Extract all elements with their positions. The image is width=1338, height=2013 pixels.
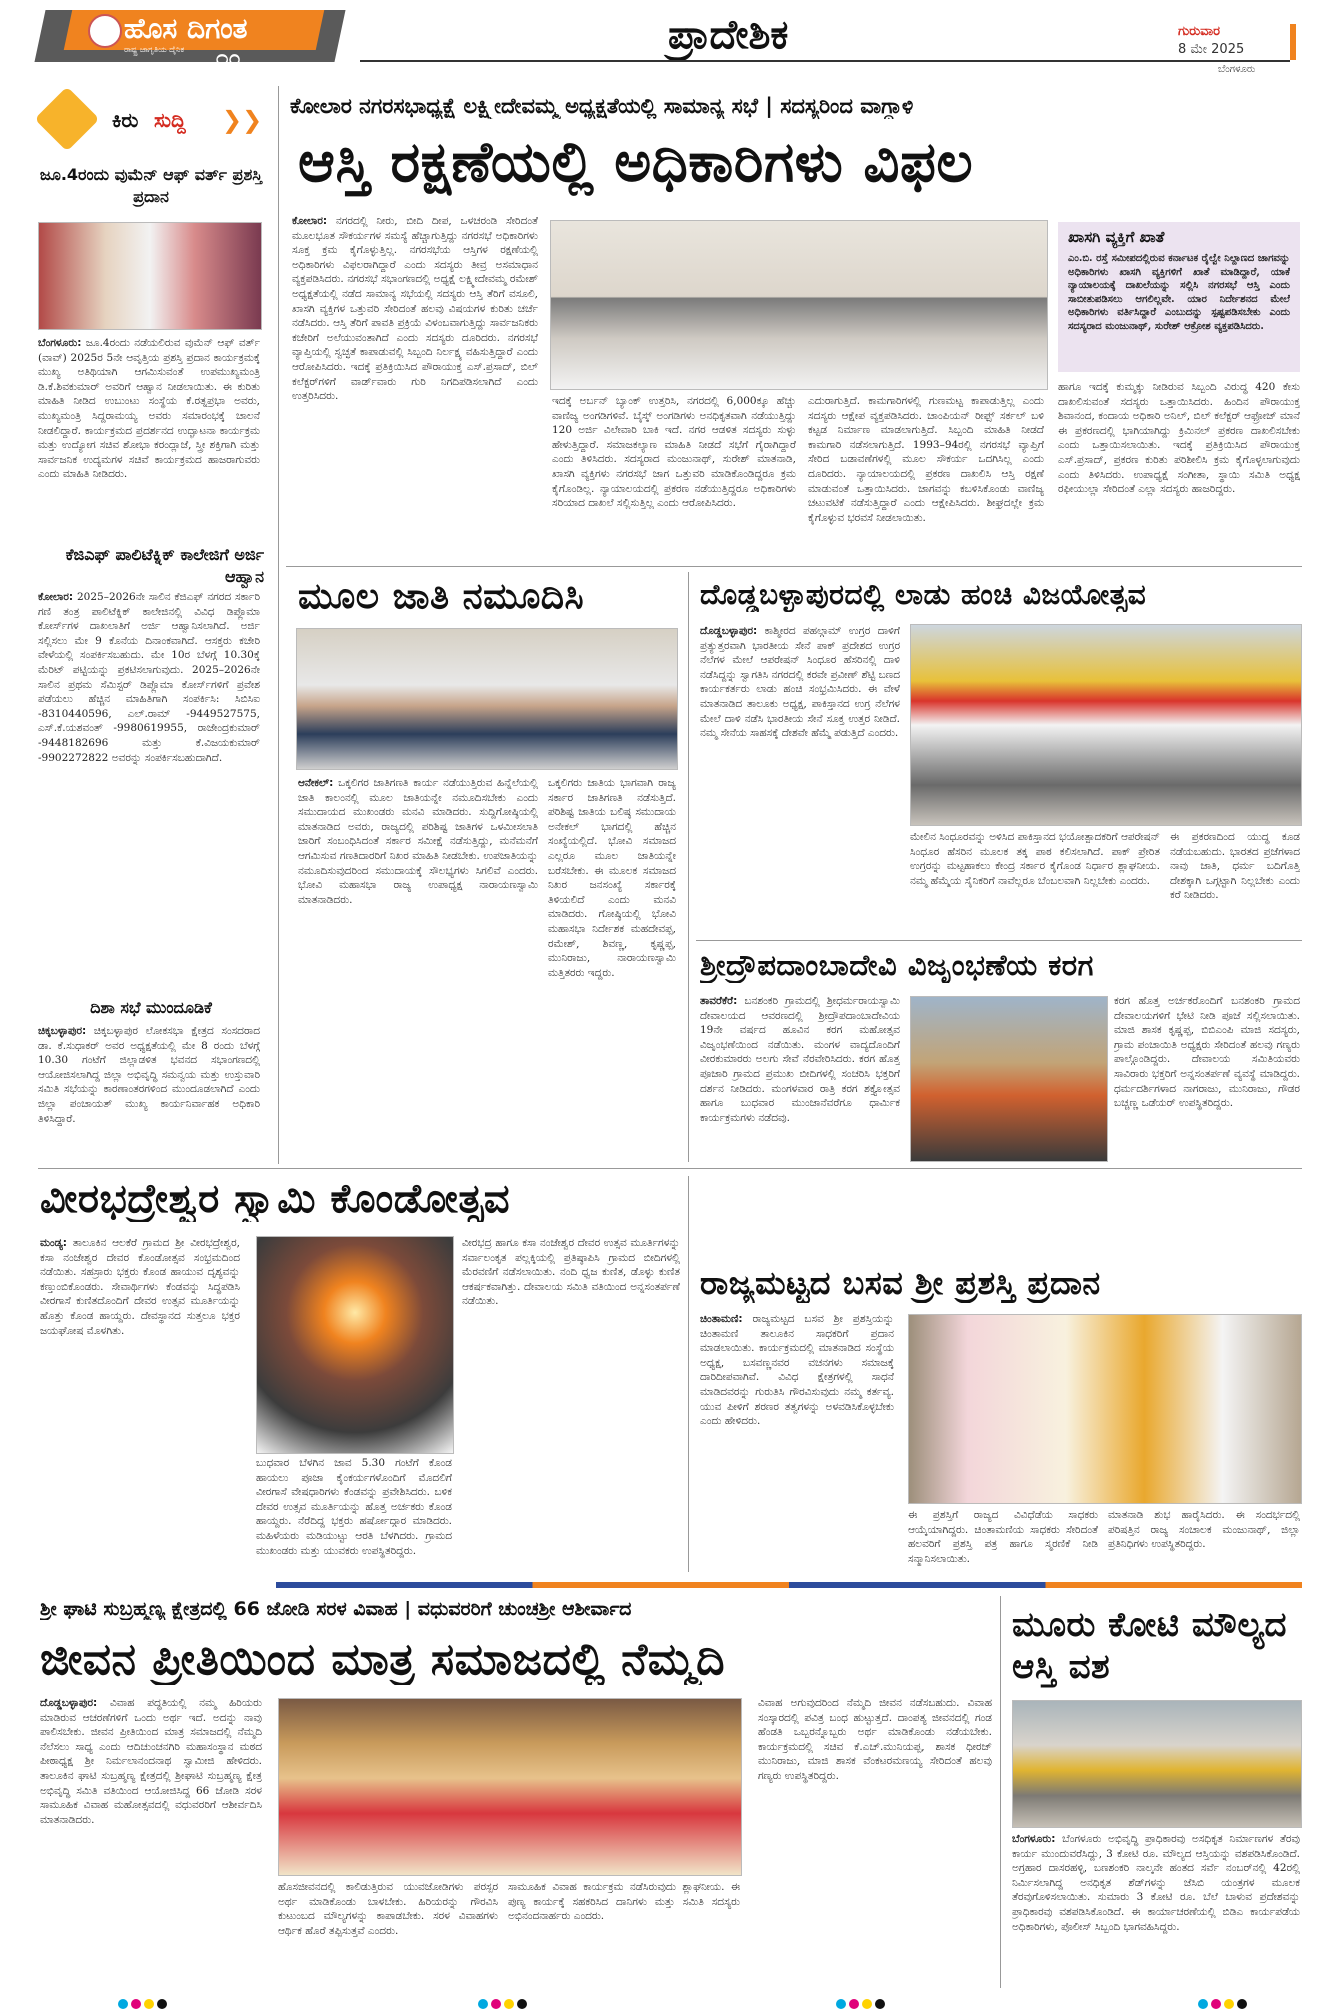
registration-marks-right xyxy=(836,1994,888,2013)
brief-photo-1 xyxy=(38,222,262,330)
masthead-date: 8 ಮೇ 2025 xyxy=(1178,42,1245,57)
marriage-divider xyxy=(1000,1596,1001,1988)
caste-headline: ಮೂಲ ಜಾತಿ ನಮೂದಿಸಿ xyxy=(298,576,585,617)
logo-text: ಹೊಸ ದಿಗಂತ xyxy=(124,12,248,45)
brief-place-1: ಬೆಂಗಳೂರು: xyxy=(38,337,82,349)
color-strip xyxy=(276,1582,1302,1588)
marriage-col-1 xyxy=(40,1696,262,1988)
marriage-photo xyxy=(278,1698,742,1876)
marriage-place: ದೊಡ್ಡಬಳ್ಳಾಪುರ: xyxy=(40,1697,98,1709)
registration-marks-center xyxy=(478,1994,530,2013)
masthead-city: ಬೆಂಗಳೂರು xyxy=(1218,64,1256,75)
lead-headline: ಆಸ್ತಿ ರಕ್ಷಣೆಯಲ್ಲಿ ಅಧಿಕಾರಿಗಳು ವಿಫಲ xyxy=(298,130,974,195)
lead-col-3: ಎದುರಾಗುತ್ತಿದೆ. ಕಾಮಗಾರಿಗಳಲ್ಲಿ ಗುಣಮಟ್ಟ ಕಾಪಾಡುತ್ತಿಲ್ಲ ಎಂದು ಸದಸ್ಯರು ಆಕ್ಷೇಪ ವ್ಯಕ್ತಪಡಿಸಿದರು. ಚಾಂಪಿಯನ್ ರೀಫ್ಸ್ ಸರ್ಕಲ್ ಬಳಿ ಕಟ್ಟಡ ನಿರ್ಮಾಣ ಮಾಡಲಾಗುತ್ತಿದೆ. ಸಿಬ್ಬಂದಿ ಮಾಹಿತಿ ನೀಡದೆ ಕಾಮಗಾರಿ ನಡೆಸಲಾಗುತ್ತಿದೆ. 1993–94ರಲ್ಲಿ ನಗರಸಭೆ ವ್ಯಾಪ್ತಿಗೆ ಸೇರಿದ ಬಡಾವಣೆಗಳಲ್ಲಿ ಮೂಲ ಸೌಕರ್ಯ ಒದಗಿಸಿಲ್ಲ ಎಂದು ದೂರಿದರು. ನ್ಯಾಯಾಲಯದಲ್ಲಿ ಪ್ರಕರಣ ದಾಖಲಿಸಿ ಆಸ್ತಿ ರಕ್ಷಣೆ ಮಾಡುವಂತೆ ಒತ್ತಾಯಿಸಿದರು. ಜಾಗವನ್ನು ಕಬಳಿಸಿಕೊಂಡು ವಾಣಿಜ್ಯ ಚಟುವಟಿಕೆ ನಡೆಸುತ್ತಿದ್ದಾರೆ ಎಂದು ಆಕ್ಷೇಪಿಸಿದರು. ಶೀಘ್ರದಲ್ಲೇ ಕ್ರಮ ಕೈಗೊಳ್ಳುವ ಭರವಸೆ ನೀಡಲಾಯಿತು. xyxy=(808,395,1044,524)
calendar-strip-icon xyxy=(1290,24,1296,60)
karaga-col-1-text: ಬನಶಂಕರಿ ಗ್ರಾಮದಲ್ಲಿ ಶ್ರೀಧರ್ಮರಾಯಸ್ವಾಮಿ ದೇವಾಲಯದ ಆವರಣದಲ್ಲಿ ಶ್ರೀದ್ರೌಪದಾಂಬಾದೇವಿಯ 19ನೇ ವರ್ಷದ ಹೂವಿನ ಕರಗ ಮಹೋತ್ಸವ ವಿಜೃಂಭಣೆಯಿಂದ ನಡೆಯಿತು. ಮಂಗಳ ವಾದ್ಯದೊಂದಿಗೆ ವೀರಕುಮಾರರು ಅಲಗು ಸೇವೆ ನೆರವೇರಿಸಿದರು. ಕರಗ ಹೊತ್ತ ಪೂಜಾರಿ ಗ್ರಾಮದ ಪ್ರಮುಖ ಬೀದಿಗಳಲ್ಲಿ ಸಂಚರಿಸಿ ಭಕ್ತರಿಗೆ ದರ್ಶನ ನೀಡಿದರು. ಮಂಗಳವಾರ ರಾತ್ರಿ ಕರಗ ಶಕ್ತ್ಯೋತ್ಸವ ಹಾಗೂ ಬುಧವಾರ ಮುಂಜಾನೆವರೆಗೂ ಧಾರ್ಮಿಕ ಕಾರ್ಯಕ್ರಮಗಳು ನಡೆದವು. xyxy=(700,995,900,1124)
property-headline: ಮೂರು ಕೋಟಿ ಮೌಲ್ಯದ ಆಸ್ತಿ ವಶ xyxy=(1012,1605,1288,1687)
caste-col-1-text: ಒಕ್ಕಲಿಗರ ಜಾತಿಗಣತಿ ಕಾರ್ಯ ನಡೆಯುತ್ತಿರುವ ಹಿನ್ನೆಲೆಯಲ್ಲಿ ಜಾತಿ ಕಾಲಂನಲ್ಲಿ ಮೂಲ ಜಾತಿಯನ್ನೇ ನಮೂದಿಸಬೇಕು ಎಂದು ಸಮುದಾಯದ ಮುಖಂಡರು ಮನವಿ ಮಾಡಿದರು. ಸುದ್ದಿಗೋಷ್ಠಿಯಲ್ಲಿ ಮಾತನಾಡಿದ ಅವರು, ರಾಜ್ಯದಲ್ಲಿ ಪರಿಶಿಷ್ಟ ಜಾತಿಗಳ ಒಳಮೀಸಲಾತಿ ಜಾರಿಗೆ ಸಂಬಂಧಿಸಿದಂತೆ ಸರ್ಕಾರ ಸಮೀಕ್ಷೆ ನಡೆಸುತ್ತಿದ್ದು, ಮನೆಮನೆಗೆ ಆಗಮಿಸುವ ಗಣತಿದಾರರಿಗೆ ನಿಖರ ಮಾಹಿತಿ ನೀಡಬೇಕು. ಉಪಜಾತಿಯನ್ನು ನಮೂದಿಸುವುದರಿಂದ ಸಮುದಾಯಕ್ಕೆ ಸೌಲಭ್ಯಗಳು ಸಿಗಲಿವೆ ಎಂದರು. ಭೋವಿ ಮಹಾಸಭಾ ರಾಜ್ಯ ಉಪಾಧ್ಯಕ್ಷ ನಾರಾಯಣಸ್ವಾಮಿ ಮಾತನಾಡಿದರು. xyxy=(298,777,538,906)
brief-headline-1: ಜೂ.4ರಂದು ವುಮೆನ್ ಆಫ್ ವರ್ತ್ ಪ್ರಶಸ್ತಿ ಪ್ರದಾನ xyxy=(39,165,263,206)
property-photo xyxy=(1012,1700,1302,1828)
brief-text-1: ಜೂ.4ರಂದು ನಡೆಯಲಿರುವ ವುಮೆನ್ ಆಫ್ ವರ್ತ್ (ವಾವ್) 2025ರ 5ನೇ ಆವೃತ್ತಿಯ ಪ್ರಶಸ್ತಿ ಪ್ರದಾನ ಕಾರ್ಯಕ್ರಮಕ್ಕೆ ಮುಖ್ಯ ಅತಿಥಿಯಾಗಿ ಆಗಮಿಸುವಂತೆ ಉಪಮುಖ್ಯಮಂತ್ರಿ ಡಿ.ಕೆ.ಶಿವಕುಮಾರ್ ಅವರಿಗೆ ಆಹ್ವಾನ ನೀಡಲಾಯಿತು. ಈ ಕುರಿತು ಮಾಹಿತಿ ನೀಡಿದ ಉಬುಂಟು ಸಂಸ್ಥೆಯ ಕೆ.ರತ್ನಪ್ರಭಾ ಅವರು, ಮುಖ್ಯಮಂತ್ರಿ ಸಿದ್ದರಾಮಯ್ಯ ಅವರು ಸಮಾರಂಭಕ್ಕೆ ಚಾಲನೆ ನೀಡಲಿದ್ದಾರೆ. ಕಾರ್ಯಕ್ರಮದ ಪ್ರದರ್ಶನದ ಉದ್ಘಾಟನಾ ಕಾರ್ಯಕ್ರಮ ಮತ್ತು ಉದ್ಯೋಗ ಸಚಿವ ಶೋಭಾ ಕರಂದ್ಲಾಜೆ, ಸ್ತ್ರೀ ಶಕ್ತಿಗಾಗಿ ಮತ್ತು ಸಾರ್ವಜನಿಕ ಉದ್ಯಮಗಳ ಸಚಿವೆ ಕಾರ್ಯಕ್ರಮದ ಹಾಜರಾಗುವರು ಎಂದು ಮಾಹಿತಿ ನೀಡಿದರು. xyxy=(38,337,260,481)
basava-col-1 xyxy=(700,1312,894,1572)
brief-column xyxy=(38,86,268,1166)
marriage-col-3: ಸಾಮೂಹಿಕ ವಿವಾಹ ಕಾರ್ಯಕ್ರಮ ನಡೆಸಿರುವುದು ಶ್ಲಾಘನೀಯ. ಈ ಪುಣ್ಯ ಕಾರ್ಯಕ್ಕೆ ಸಹಕರಿಸಿದ ದಾನಿಗಳು ಮತ್ತು ಸಮಿತಿ ಸದಸ್ಯರು ಅಭಿನಂದನಾರ್ಹರು ಎಂದರು. xyxy=(508,1881,740,1923)
laddu-col-1 xyxy=(700,624,900,936)
basava-col-2: ಈ ಪ್ರಶಸ್ತಿಗೆ ರಾಜ್ಯದ ವಿವಿಧೆಡೆಯ ಸಾಧಕರು ಆಯ್ಕೆಯಾಗಿದ್ದರು. ಚಿಂತಾಮಣಿಯ ಸಾಧಕರು ಸೇರಿದಂತೆ ಹಲವರಿಗೆ ಪ್ರಶಸ್ತಿ ಪತ್ರ ಹಾಗೂ ಸ್ಮರಣಿಕೆ ನೀಡಿ ಸನ್ಮಾನಿಸಲಾಯಿತು. xyxy=(908,1509,1098,1565)
page-number: ೧೦ xyxy=(216,46,241,71)
caste-divider xyxy=(688,572,689,1162)
logo-tagline: ರಾಷ್ಟ್ರ ಜಾಗೃತಿಯ ದೈನಿಕ xyxy=(124,45,185,54)
lead-place: ಕೋಲಾರ: xyxy=(292,215,328,227)
lead-bottom-rule xyxy=(286,566,1302,567)
property-place: ಬೆಂಗಳೂರು: xyxy=(1012,1833,1056,1845)
laddu-place: ದೊಡ್ಡಬಳ್ಳಾಪುರ: xyxy=(700,625,758,637)
veerabhadra-col-1 xyxy=(40,1236,240,1572)
lead-kicker: ಕೋಲಾರ ನಗರಸಭಾಧ್ಯಕ್ಷೆ ಲಕ್ಷ್ಮೀದೇವಮ್ಮ ಅಧ್ಯಕ್ಷತೆಯಲ್ಲಿ ಸಾಮಾನ್ಯ ಸಭೆ | ಸದಸ್ಯರಿಂದ ವಾಗ್ದಾಳಿ xyxy=(290,94,914,118)
caste-photo xyxy=(296,628,678,770)
masthead xyxy=(0,0,1338,75)
property-body xyxy=(1012,1832,1300,1988)
brief-badge-a: ಕಿರು xyxy=(112,108,139,132)
brief-headline-3: ದಿಶಾ ಸಭೆ ಮುಂದೂಡಿಕೆ xyxy=(90,998,212,1017)
basava-photo xyxy=(908,1314,1302,1504)
laddu-col-2: ಮೇಲಿನ ಸಿಂಧೂರವನ್ನು ಅಳಿಸಿದ ಪಾಕಿಸ್ತಾನದ ಭಯೋತ್ಪಾದಕರಿಗೆ ಆಪರೇಷನ್ ಸಿಂಧೂರ ಹೆಸರಿನ ಮೂಲಕ ತಕ್ಕ ಪಾಠ ಕಲಿಸಲಾಗಿದೆ. ಪಾಕ್ ಪ್ರೇರಿತ ಉಗ್ರರನ್ನು ಮಟ್ಟಹಾಕಲು ಕೇಂದ್ರ ಸರ್ಕಾರ ಕೈಗೊಂಡ ನಿರ್ಧಾರ ಶ್ಲಾಘನೀಯ. ನಮ್ಮ ಹೆಮ್ಮೆಯ ಸೈನಿಕರಿಗೆ ನಾವೆಲ್ಲರೂ ಬೆಂಬಲವಾಗಿ ನಿಲ್ಲಬೇಕು ಎಂದರು. xyxy=(910,831,1160,887)
brief-body-1 xyxy=(38,336,260,542)
registration-marks-left xyxy=(118,1994,170,2013)
brief-arrows: ❯❯ xyxy=(222,106,263,134)
section-rule-1 xyxy=(38,1168,1302,1169)
veerabhadra-photo xyxy=(256,1236,454,1454)
lead-box-title: ಖಾಸಗಿ ವ್ಯಕ್ತಿಗೆ ಖಾತೆ xyxy=(1068,228,1165,246)
brief-place-3: ಚಿಕ್ಕಬಳ್ಳಾಪುರ: xyxy=(38,1025,87,1037)
lead-box-body: ಎಂ.ಬಿ. ರಸ್ತೆ ಸಮೀಪದಲ್ಲಿರುವ ಕರ್ನಾಟಕ ರೈಲ್ವೇ ನಿಲ್ದಾಣದ ಜಾಗವನ್ನು ಅಧಿಕಾರಿಗಳು ಖಾಸಗಿ ವ್ಯಕ್ತಿಗಳಿಗೆ ಖಾತೆ ಮಾಡಿದ್ದಾರೆ, ಯಾಕೆ ನ್ಯಾಯಾಲಯಕ್ಕೆ ದಾಖಲೆಯನ್ನು ಸಲ್ಲಿಸಿ ನಗರಸಭೆ ಆಸ್ತಿ ಎಂದು ಸಾಬೀತುಪಡಿಸಲು ಆಗಲಿಲ್ಲವೇ. ಯಾರ ನಿರ್ದೇಶನದ ಮೇಲೆ ಅಧಿಕಾರಿಗಳು ವರ್ತಿಸಿದ್ದಾರೆ ಎಂಬುದನ್ನು ಸ್ಪಷ್ಟಪಡಿಸಬೇಕು ಎಂದು ಸದಸ್ಯರಾದ ಮಂಜುನಾಥ್, ಸುರೇಶ್ ಆಕ್ರೋಶ ವ್ಯಕ್ತಪಡಿಸಿದರು. xyxy=(1068,253,1290,332)
lead-photo xyxy=(550,220,1048,390)
karaga-col-2: ಕರಗ ಹೊತ್ತ ಅರ್ಚಕರೊಂದಿಗೆ ಬನಶಂಕರಿ ಗ್ರಾಮದ ದೇವಾಲಯಗಳಿಗೆ ಭೇಟಿ ನೀಡಿ ಪೂಜೆ ಸಲ್ಲಿಸಲಾಯಿತು. ಮಾಜಿ ಶಾಸಕ ಕೃಷ್ಣಪ್ಪ, ಬಿಬಿಎಂಪಿ ಮಾಜಿ ಸದಸ್ಯರು, ಗ್ರಾಮ ಪಂಚಾಯಿತಿ ಅಧ್ಯಕ್ಷರು ಸೇರಿದಂತೆ ಹಲವು ಗಣ್ಯರು ಪಾಲ್ಗೊಂಡಿದ್ದರು. ದೇವಾಲಯ ಸಮಿತಿಯವರು ಸಾವಿರಾರು ಭಕ್ತರಿಗೆ ಅನ್ನಸಂತರ್ಪಣೆ ವ್ಯವಸ್ಥೆ ಮಾಡಿದ್ದರು. ಧರ್ಮದರ್ಶಿಗಳಾದ ನಾಗರಾಜು, ಮುನಿರಾಜು, ಗೌಡರ ಬಚ್ಚಣ್ಣ ಒಡೆಯರ್ ಉಪಸ್ಥಿತರಿದ್ದರು. xyxy=(1114,995,1300,1110)
veerabhadra-headline: ವೀರಭದ್ರೇಶ್ವರ ಸ್ವಾಮಿ ಕೊಂಡೋತ್ಸವ xyxy=(40,1176,511,1222)
laddu-col-1-text: ಕಾಶ್ಮೀರದ ಪಹಲ್ಗಾಮ್ ಉಗ್ರರ ದಾಳಿಗೆ ಪ್ರತ್ಯುತ್ತರವಾಗಿ ಭಾರತೀಯ ಸೇನೆ ಪಾಕ್ ಪ್ರದೇಶದ ಉಗ್ರರ ನೆಲೆಗಳ ಮೇಲೆ ಆಪರೇಷನ್ ಸಿಂಧೂರ ಹೆಸರಿನಲ್ಲಿ ದಾಳಿ ನಡೆಸಿದ್ದನ್ನು ಸ್ವಾಗತಿಸಿ ನಗರದಲ್ಲಿ ಕರವೇ ಪ್ರವೀಣ್ ಶೆಟ್ಟಿ ಬಣದ ಕಾರ್ಯಕರ್ತರು ಲಾಡು ಹಂಚಿ ಸಂಭ್ರಮಿಸಿದರು. ಈ ವೇಳೆ ಮಾತನಾಡಿದ ತಾಲೂಕು ಅಧ್ಯಕ್ಷ, ಪಾಕಿಸ್ತಾನದ ಉಗ್ರ ನೆಲೆಗಳ ಮೇಲೆ ದಾಳಿ ನಡೆಸಿ ಭಾರತೀಯ ಸೇನೆ ಸೂಕ್ತ ಉತ್ತರ ನೀಡಿದೆ. ನಮ್ಮ ಸೇನೆಯ ಸಾಹಸಕ್ಕೆ ದೇಶವೇ ಹೆಮ್ಮೆ ಪಡುತ್ತಿದೆ ಎಂದರು. xyxy=(700,625,900,740)
caste-col-2: ಒಕ್ಕಲಿಗರು ಜಾತಿಯ ಭಾಗವಾಗಿ ರಾಜ್ಯ ಸರ್ಕಾರ ಜಾತಿಗಣತಿ ನಡೆಸುತ್ತಿದೆ. ಪರಿಶಿಷ್ಟ ಜಾತಿಯ ಬಲಿಷ್ಠ ಸಮುದಾಯ ಅನೇಕಲ್ ಭಾಗದಲ್ಲಿ ಹೆಚ್ಚಿನ ಸಂಖ್ಯೆಯಲ್ಲಿದೆ. ಭೋವಿ ಸಮಾಜದ ಎಲ್ಲರೂ ಮೂಲ ಜಾತಿಯನ್ನೇ ಬರೆಸಬೇಕು. ಈ ಮೂಲಕ ಸಮಾಜದ ನಿಖರ ಜನಸಂಖ್ಯೆ ಸರ್ಕಾರಕ್ಕೆ ತಿಳಿಯಲಿದೆ ಎಂದು ಮನವಿ ಮಾಡಿದರು. ಗೋಷ್ಠಿಯಲ್ಲಿ ಭೋವಿ ಮಹಾಸಭಾ ನಿರ್ದೇಶಕ ಮಹದೇವಪ್ಪ, ರಮೇಶ್, ಶಿವಣ್ಣ, ಕೃಷ್ಣಪ್ಪ, ಮುನಿರಾಜು, ನಾರಾಯಣಸ್ವಾಮಿ ಮತ್ತಿತರರು ಇದ್ದರು. xyxy=(548,777,676,979)
brief-body-3 xyxy=(38,1024,260,1164)
veerabhadra-divider xyxy=(688,1176,689,1572)
karaga-place: ತಾವರೆಕೆರೆ: xyxy=(700,995,738,1007)
lead-col-4: ಹಾಗೂ ಇದಕ್ಕೆ ಕುಮ್ಮಕ್ಕು ನೀಡಿರುವ ಸಿಬ್ಬಂದಿ ವಿರುದ್ಧ 420 ಕೇಸು ದಾಖಲಿಸುವಂತೆ ಸದಸ್ಯರು ಒತ್ತಾಯಿಸಿದರು. ಹಿಂದಿನ ಪೌರಾಯುಕ್ತ ಶಿವಾನಂದ, ಕಂದಾಯ ಅಧಿಕಾರಿ ಅನಿಲ್, ಬಿಲ್ ಕಲೆಕ್ಟರ್ ಆಫ್ರೋಜ್ ಮಾನೆ ಈ ಪ್ರಕರಣದಲ್ಲಿ ಭಾಗಿಯಾಗಿದ್ದು ಕ್ರಿಮಿನಲ್ ಪ್ರಕರಣ ದಾಖಲಿಸಬೇಕು ಎಂದು ಒತ್ತಾಯಿಸಲಾಯಿತು. ಇದಕ್ಕೆ ಪ್ರತಿಕ್ರಿಯಿಸಿದ ಪೌರಾಯುಕ್ತ ಎಸ್.ಪ್ರಸಾದ್, ಪ್ರಕರಣ ಕುರಿತು ಪರಿಶೀಲಿಸಿ ಕ್ರಮ ಕೈಗೊಳ್ಳಲಾಗುವುದು ಎಂದು ತಿಳಿಸಿದರು. ಉಪಾಧ್ಯಕ್ಷೆ ಸಂಗೀತಾ, ಸ್ಥಾಯಿ ಸಮಿತಿ ಅಧ್ಯಕ್ಷ ರಫೀಯುಲ್ಲಾ ಸೇರಿದಂತೆ ಎಲ್ಲಾ ಸದಸ್ಯರು ಹಾಜರಿದ್ದರು. xyxy=(1058,381,1300,496)
hand-pointing-icon xyxy=(34,86,99,151)
section-title: ಪ್ರಾದೇಶಿಕ xyxy=(668,12,789,58)
basava-place: ಚಿಂತಾಮಣಿ: xyxy=(700,1313,743,1325)
masthead-day: ಗುರುವಾರ xyxy=(1178,24,1220,39)
basava-col-3: ಮಾತನಾಡಿ ಶುಭ ಹಾರೈಸಿದರು. ಈ ಸಂದರ್ಭದಲ್ಲಿ ಪರಿಷತ್ತಿನ ರಾಜ್ಯ ಸಂಚಾಲಕ ಮಂಜುನಾಥ್, ಜಿಲ್ಲಾ ಪ್ರತಿನಿಧಿಗಳು ಉಪಸ್ಥಿತರಿದ್ದರು. xyxy=(1108,1509,1300,1551)
brief-body-2 xyxy=(38,590,260,986)
marriage-col-4: ವಿವಾಹ ಅಗುವುದರಿಂದ ನೆಮ್ಮದಿ ಜೀವನ ನಡೆಸಬಹುದು. ವಿವಾಹ ಸಂಸ್ಕಾರದಲ್ಲಿ ಪವಿತ್ರ ಬಂಧ ಹುಟ್ಟುತ್ತದೆ. ದಾಂಪತ್ಯ ಜೀವನದಲ್ಲಿ ಗಂಡ ಹೆಂಡತಿ ಒಬ್ಬರನ್ನೊಬ್ಬರು ಅರ್ಥ ಮಾಡಿಕೊಂಡು ನಡೆಯಬೇಕು. ಕಾರ್ಯಕ್ರಮದಲ್ಲಿ ಸಚಿವ ಕೆ.ಎಚ್.ಮುನಿಯಪ್ಪ, ಶಾಸಕ ಧೀರಜ್ ಮುನಿರಾಜು, ಮಾಜಿ ಶಾಸಕ ವೆಂಕಟರಮಣಯ್ಯ ಸೇರಿದಂತೆ ಹಲವು ಗಣ್ಯರು ಉಪಸ್ಥಿತರಿದ್ದರು. xyxy=(758,1697,992,1782)
veerabhadra-col-2: ಬುಧವಾರ ಬೆಳಗಿನ ಜಾವ 5.30 ಗಂಟೆಗೆ ಕೊಂಡ ಹಾಯಲು ಪೂಜಾ ಕೈಂಕರ್ಯಗಳೊಂದಿಗೆ ಮೊದಲಿಗೆ ವೀರಗಾಸೆ ವೇಷಧಾರಿಗಳು ಕೆಂಡವನ್ನು ಪ್ರವೇಶಿಸಿದರು. ಬಳಿಕ ದೇವರ ಉತ್ಸವ ಮೂರ್ತಿಯನ್ನು ಹೊತ್ತ ಅರ್ಚಕರು ಕೊಂಡ ಹಾಯ್ದರು. ನೆರೆದಿದ್ದ ಭಕ್ತರು ಹರ್ಷೋದ್ಗಾರ ಮಾಡಿದರು. ಮಹಿಳೆಯರು ಮಡಿಯುಟ್ಟು ಆರತಿ ಬೆಳಗಿದರು. ಗ್ರಾಮದ ಮುಖಂಡರು ಮತ್ತು ಯುವಕರು ಉಪಸ್ಥಿತರಿದ್ದರು. xyxy=(256,1457,452,1557)
brief-divider xyxy=(278,86,279,1164)
lead-col-1-text: ನಗರದಲ್ಲಿ ನೀರು, ಬೀದಿ ದೀಪ, ಒಳಚರಂಡಿ ಸೇರಿದಂತೆ ಮೂಲಭೂತ ಸೌಕರ್ಯಗಳ ಸಮಸ್ಯೆ ಹೆಚ್ಚಾಗುತ್ತಿದ್ದು ನಗರಸಭೆ ಅಧಿಕಾರಿಗಳು ಸೂಕ್ತ ಕ್ರಮ ಕೈಗೊಳ್ಳುತ್ತಿಲ್ಲ. ನಗರಸಭೆಯ ಆಸ್ತಿಗಳ ರಕ್ಷಣೆಯಲ್ಲಿ ಅಧಿಕಾರಿಗಳು ವಿಫಲರಾಗಿದ್ದಾರೆ ಎಂದು ಸದಸ್ಯರು ತೀವ್ರ ಅಸಮಾಧಾನ ವ್ಯಕ್ತಪಡಿಸಿದರು. ನಗರಸಭೆ ಸಭಾಂಗಣದಲ್ಲಿ ಅಧ್ಯಕ್ಷೆ ಲಕ್ಷ್ಮೀದೇವಮ್ಮ ರಮೇಶ್ ಅಧ್ಯಕ್ಷತೆಯಲ್ಲಿ ನಡೆದ ಸಾಮಾನ್ಯ ಸಭೆಯಲ್ಲಿ ಸದಸ್ಯರು ಆಸ್ತಿ ತೆರಿಗೆ ವಸೂಲಿ, ಖಾಸಗಿ ವ್ಯಕ್ತಿಗಳ ಒತ್ತುವರಿ ಸೇರಿದಂತೆ ಹಲವು ವಿಷಯಗಳ ಕುರಿತು ಚರ್ಚೆ ನಡೆಸಿದರು. ಆಸ್ತಿ ತೆರಿಗೆ ಪಾವತಿ ಪ್ರಕ್ರಿಯೆ ವಿಳಂಬವಾಗುತ್ತಿದ್ದು ಸಾರ್ವಜನಿಕರು ಕಚೇರಿಗೆ ಅಲೆಯುವಂತಾಗಿದೆ ಎಂದು ಸದಸ್ಯರು ದೂರಿದರು. ನಗರಸಭೆ ವ್ಯಾಪ್ತಿಯಲ್ಲಿ ಸ್ವಚ್ಛತೆ ಕಾಪಾಡುವಲ್ಲಿ ಸಿಬ್ಬಂದಿ ನಿರ್ಲಕ್ಷ್ಯ ವಹಿಸುತ್ತಿದ್ದಾರೆ ಎಂದು ಆರೋಪಿಸಿದರು. ಇದಕ್ಕೆ ಪ್ರತಿಕ್ರಿಯಿಸಿದ ಪೌರಾಯುಕ್ತ ಎಸ್.ಪ್ರಸಾದ್, ಬಿಲ್ ಕಲೆಕ್ಟರ್‌ಗಳಿಗೆ ವಾರ್ಡ್‌ವಾರು ಗುರಿ ನಿಗದಿಪಡಿಸಲಾಗಿದೆ ಎಂದು ಉತ್ತರಿಸಿದರು. xyxy=(292,215,538,403)
masthead-rule xyxy=(360,60,1290,62)
basava-headline: ರಾಜ್ಯಮಟ್ಟದ ಬಸವ ಶ್ರೀ ಪ್ರಶಸ್ತಿ ಪ್ರದಾನ xyxy=(700,1264,1101,1302)
marriage-kicker: ಶ್ರೀ ಘಾಟಿ ಸುಬ್ರಹ್ಮಣ್ಯ ಕ್ಷೇತ್ರದಲ್ಲಿ 66 ಜೋಡಿ ಸರಳ ವಿವಾಹ | ವಧುವರರಿಗೆ ಚುಂಚಶ್ರೀ ಆಶೀರ್ವಾದ xyxy=(40,1598,632,1620)
brief-text-3: ಚಿಕ್ಕಬಳ್ಳಾಪುರ ಲೋಕಸಭಾ ಕ್ಷೇತ್ರದ ಸಂಸದರಾದ ಡಾ. ಕೆ.ಸುಧಾಕರ್ ಅವರ ಅಧ್ಯಕ್ಷತೆಯಲ್ಲಿ ಮೇ 8 ರಂದು ಬೆಳಗ್ಗೆ 10.30 ಗಂಟೆಗೆ ಜಿಲ್ಲಾಡಳಿತ ಭವನದ ಸಭಾಂಗಣದಲ್ಲಿ ಆಯೋಜಿಸಲಾಗಿದ್ದ ಜಿಲ್ಲಾ ಅಭಿವೃದ್ಧಿ ಸಮನ್ವಯ ಮತ್ತು ಉಸ್ತುವಾರಿ ಸಮಿತಿ ಸಭೆಯನ್ನು ಕಾರಣಾಂತರಗಳಿಂದ ಮುಂದೂಡಲಾಗಿದೆ ಎಂದು ಜಿಲ್ಲಾ ಪಂಚಾಯತ್ ಮುಖ್ಯ ಕಾರ್ಯನಿರ್ವಾಹಕ ಅಧಿಕಾರಿ ತಿಳಿಸಿದ್ದಾರೆ. xyxy=(38,1025,260,1125)
veerabhadra-col-1-text: ತಾಲೂಕಿನ ಆಲಕೆರೆ ಗ್ರಾಮದ ಶ್ರೀ ವೀರಭದ್ರೇಶ್ವರ, ಕಸಾ ನಂಜೇಶ್ವರ ದೇವರ ಕೊಂಡೋತ್ಸವ ಸಂಭ್ರಮದಿಂದ ನಡೆಯಿತು. ಸಹಸ್ರಾರು ಭಕ್ತರು ಕೊಂಡ ಹಾಯುವ ದೃಶ್ಯವನ್ನು ಕಣ್ತುಂಬಿಕೊಂಡರು. ಸೇವಾರ್ಥಿಗಳು ಕೆಂಡವನ್ನು ಸಿದ್ಧಪಡಿಸಿ ವೀರಗಾಸೆ ಕುಣಿತದೊಂದಿಗೆ ದೇವರ ಉತ್ಸವ ಮೂರ್ತಿಯನ್ನು ಹೊತ್ತು ಕೊಂಡ ಹಾಯ್ದರು. ದೇವಸ್ಥಾನದ ಸುತ್ತಲೂ ಭಕ್ತರ ಜಯಘೋಷ ಮೊಳಗಿತು. xyxy=(40,1237,240,1337)
karaga-col-1 xyxy=(700,994,900,1160)
caste-place: ಆನೇಕಲ್: xyxy=(298,777,334,789)
logo-emblem-icon xyxy=(88,14,122,48)
registration-marks-far-right xyxy=(1198,1994,1250,2013)
brief-headline-2: ಕೆಜಿಎಫ್ ಪಾಲಿಟೆಕ್ನಿಕ್ ಕಾಲೇಜಿಗೆ ಅರ್ಜಿ ಆಹ್ವಾನ xyxy=(65,545,264,586)
lead-col-2: ಇದಕ್ಕೆ ಅರ್ಬನ್ ಬ್ಯಾಂಕ್ ಉತ್ತರಿಸಿ, ನಗರದಲ್ಲಿ 6,000ಕ್ಕೂ ಹೆಚ್ಚು ವಾಣಿಜ್ಯ ಅಂಗಡಿಗಳಿವೆ. ಬೈಸ್ಕ್ ಅಂಗಡಿಗಳು ಅನಧಿಕೃತವಾಗಿ ನಡೆಯುತ್ತಿದ್ದು 120 ಅರ್ಜಿ ವಿಲೇವಾರಿ ಬಾಕಿ ಇದೆ. ನಗರ ಆಡಳಿತ ಸದಸ್ಯರು ಸುಳ್ಳು ಹೇಳುತ್ತಿದ್ದಾರೆ. ಸಮಾಜಕಲ್ಯಾಣ ಮಾಹಿತಿ ನೀಡದೆ ಸಭೆಗೆ ಗೈರಾಗಿದ್ದಾರೆ ಎಂದು ತಿಳಿಸಿದರು. ಸದಸ್ಯರಾದ ಮಂಜುನಾಥ್, ಸುರೇಶ್ ಮಾತನಾಡಿ, ಖಾಸಗಿ ವ್ಯಕ್ತಿಗಳು ನಗರಸಭೆ ಜಾಗ ಒತ್ತುವರಿ ಮಾಡಿಕೊಂಡಿದ್ದರೂ ಕ್ರಮ ಕೈಗೊಂಡಿಲ್ಲ. ನ್ಯಾಯಾಲಯದಲ್ಲಿ ಪ್ರಕರಣ ನಡೆಯುತ್ತಿದ್ದರೂ ಅಧಿಕಾರಿಗಳು ಸರಿಯಾದ ದಾಖಲೆ ಸಲ್ಲಿಸುತ್ತಿಲ್ಲ ಎಂದು ಆರೋಪಿಸಿದರು. xyxy=(552,395,796,510)
marriage-headline: ಜೀವನ ಪ್ರೀತಿಯಿಂದ ಮಾತ್ರ ಸಮಾಜದಲ್ಲಿ ನೆಮ್ಮದಿ xyxy=(40,1634,726,1685)
marriage-col-2: ಹೊಸಜೀವನದಲ್ಲಿ ಕಾಲಿಡುತ್ತಿರುವ ಯುವಜೋಡಿಗಳು ಪರಸ್ಪರ ಅರ್ಥ ಮಾಡಿಕೊಂಡು ಬಾಳಬೇಕು. ಹಿರಿಯರನ್ನು ಗೌರವಿಸಿ ಕುಟುಂಬದ ಮೌಲ್ಯಗಳನ್ನು ಕಾಪಾಡಬೇಕು. ಸರಳ ವಿವಾಹಗಳು ಆರ್ಥಿಕ ಹೊರೆ ತಪ್ಪಿಸುತ್ತವೆ ಎಂದರು. xyxy=(278,1881,498,1937)
lead-sidebar-box xyxy=(1058,222,1300,372)
veerabhadra-col-3: ವೀರಭದ್ರ ಹಾಗೂ ಕಸಾ ನಂಜೇಶ್ವರ ದೇವರ ಉತ್ಸವ ಮೂರ್ತಿಗಳನ್ನು ಸರ್ವಾಲಂಕೃತ ಪಲ್ಲಕ್ಕಿಯಲ್ಲಿ ಪ್ರತಿಷ್ಠಾಪಿಸಿ ಗ್ರಾಮದ ಬೀದಿಗಳಲ್ಲಿ ಮೆರವಣಿಗೆ ನಡೆಸಲಾಯಿತು. ನಂದಿ ಧ್ವಜ ಕುಣಿತ, ಡೊಳ್ಳು ಕುಣಿತ ಆಕರ್ಷಕವಾಗಿತ್ತು. ದೇವಾಲಯ ಸಮಿತಿ ವತಿಯಿಂದ ಅನ್ನಸಂತರ್ಪಣೆ ನಡೆಯಿತು. xyxy=(462,1237,680,1308)
property-text: ಬೆಂಗಳೂರು ಅಭಿವೃದ್ಧಿ ಪ್ರಾಧಿಕಾರವು ಅಸಧಿಕೃತ ನಿರ್ಮಾಣಗಳ ತೆರವು ಕಾರ್ಯ ಮುಂದುವರೆಸಿದ್ದು, 3 ಕೋಟಿ ರೂ. ಮೌಲ್ಯದ ಆಸ್ತಿಯನ್ನು ವಶಪಡಿಸಿಕೊಂಡಿದೆ. ಅಗ್ರಹಾರ ದಾಸರಹಳ್ಳಿ, ಬಣಶಂಕರಿ ನಾಲ್ಕನೇ ಹಂತದ ಸರ್ವೆ ನಂಬರ್‌ನಲ್ಲಿ 42ರಲ್ಲಿ ನಿರ್ಮಿಸಲಾಗಿದ್ದ ಅನಧಿಕೃತ ಶೆಡ್‌ಗಳನ್ನು ಜೆಸಿಬಿ ಯಂತ್ರಗಳ ಮೂಲಕ ತೆರವುಗೊಳಿಸಲಾಯಿತು. ಸುಮಾರು 3 ಕೋಟಿ ರೂ. ಬೆಲೆ ಬಾಳುವ ಪ್ರದೇಶವನ್ನು ಪ್ರಾಧಿಕಾರವು ವಶಪಡಿಸಿಕೊಂಡಿದೆ. ಈ ಕಾರ್ಯಾಚರಣೆಯಲ್ಲಿ ಬಿಡಿಎ ಕಾರ್ಯಪಡೆಯ ಅಧಿಕಾರಿಗಳು, ಪೊಲೀಸ್ ಸಿಬ್ಬಂದಿ ಭಾಗವಹಿಸಿದ್ದರು. xyxy=(1012,1833,1300,1933)
marriage-col-1-text: ವಿವಾಹ ಪದ್ಧತಿಯಲ್ಲಿ ನಮ್ಮ ಹಿರಿಯರು ಮಾಡಿರುವ ಆಚರಣೆಗಳಿಗೆ ಒಂದು ಅರ್ಥ ಇದೆ. ಅದನ್ನು ನಾವು ಪಾಲಿಸಬೇಕು. ಜೀವನ ಪ್ರೀತಿಯಿಂದ ಮಾತ್ರ ಸಮಾಜದಲ್ಲಿ ನೆಮ್ಮದಿ ನೆಲೆಸಲು ಸಾಧ್ಯ ಎಂದು ಆದಿಚುಂಚನಗಿರಿ ಮಹಾಸಂಸ್ಥಾನ ಮಠದ ಪೀಠಾಧ್ಯಕ್ಷ ಶ್ರೀ ನಿರ್ಮಲಾನಂದನಾಥ ಸ್ವಾಮೀಜಿ ಹೇಳಿದರು. ತಾಲೂಕಿನ ಘಾಟಿ ಸುಬ್ರಹ್ಮಣ್ಯ ಕ್ಷೇತ್ರದಲ್ಲಿ ಶ್ರೀಘಾಟಿ ಸುಬ್ರಹ್ಮಣ್ಯ ಕ್ಷೇತ್ರ ಅಭಿವೃದ್ಧಿ ಸಮಿತಿ ವತಿಯಿಂದ ಆಯೋಜಿಸಿದ್ದ 66 ಜೋಡಿ ಸರಳ ಸಾಮೂಹಿಕ ವಿವಾಹ ಮಹೋತ್ಸವದಲ್ಲಿ ವಧುವರರಿಗೆ ಆಶೀರ್ವದಿಸಿ ಮಾತನಾಡಿದರು. xyxy=(40,1697,262,1826)
basava-col-1-text: ರಾಜ್ಯಮಟ್ಟದ ಬಸವ ಶ್ರೀ ಪ್ರಶಸ್ತಿಯನ್ನು ಚಿಂತಾಮಣಿ ತಾಲೂಕಿನ ಸಾಧಕರಿಗೆ ಪ್ರದಾನ ಮಾಡಲಾಯಿತು. ಕಾರ್ಯಕ್ರಮದಲ್ಲಿ ಮಾತನಾಡಿದ ಸಂಸ್ಥೆಯ ಅಧ್ಯಕ್ಷ, ಬಸವಣ್ಣನವರ ವಚನಗಳು ಸಮಾಜಕ್ಕೆ ದಾರಿದೀಪವಾಗಿವೆ. ವಿವಿಧ ಕ್ಷೇತ್ರಗಳಲ್ಲಿ ಸಾಧನೆ ಮಾಡಿದವರನ್ನು ಗುರುತಿಸಿ ಗೌರವಿಸುವುದು ನಮ್ಮ ಕರ್ತವ್ಯ. ಯುವ ಪೀಳಿಗೆ ಶರಣರ ತತ್ವಗಳನ್ನು ಅಳವಡಿಸಿಕೊಳ್ಳಬೇಕು ಎಂದು ಹೇಳಿದರು. xyxy=(700,1313,894,1428)
caste-col-1 xyxy=(298,776,538,1152)
laddu-photo xyxy=(910,624,1302,826)
brief-place-2: ಕೋಲಾರ: xyxy=(38,591,74,603)
karaga-headline: ಶ್ರೀದ್ರೌಪದಾಂಬಾದೇವಿ ವಿಜೃಂಭಣೆಯ ಕರಗ xyxy=(700,948,1094,982)
brief-badge-b: ಸುದ್ದಿ xyxy=(154,108,186,132)
brief-text-2: 2025–2026ನೇ ಸಾಲಿನ ಕೆಜಿಎಫ್ ನಗರದ ಸರ್ಕಾರಿ ಗಣಿ ತಂತ್ರ ಪಾಲಿಟೆಕ್ನಿಕ್ ಕಾಲೇಜಿನಲ್ಲಿ ವಿವಿಧ ಡಿಪ್ಲೊಮಾ ಕೋರ್ಸ್‌ಗಳ ದಾಖಲಾತಿಗೆ ಅರ್ಜಿ ಆಹ್ವಾನಿಸಲಾಗಿದೆ. ಅರ್ಜಿ ಸಲ್ಲಿಸಲು ಮೇ 9 ಕೊನೆಯ ದಿನಾಂಕವಾಗಿದೆ. ಆಸಕ್ತರು ಕಚೇರಿ ವೇಳೆಯಲ್ಲಿ ಸಂಪರ್ಕಿಸಬಹುದು. ಮೇ 10ರ ಬೆಳಗ್ಗೆ 10.30ಕ್ಕೆ ಮೆರಿಟ್ ಪಟ್ಟಿಯನ್ನು ಪ್ರಕಟಿಸಲಾಗುವುದು. 2025–2026ನೇ ಸಾಲಿನ ಪ್ರಥಮ ಸೆಮಿಸ್ಟರ್ ಡಿಪ್ಲೊಮಾ ಕೋರ್ಸ್‌ಗಳಿಗೆ ಪ್ರವೇಶ ಪಡೆಯಲು ಹೆಚ್ಚಿನ ಮಾಹಿತಿಗಾಗಿ ಸಂಪರ್ಕಿಸಿ: ಸಿಬಿಸಿಐ -8310440596, ಎಲ್.ರಾಮ್ -9449527575, ಎಸ್.ಕೆ.ಯಶವಂತ್ -9980619955, ರಾಜೇಂದ್ರಕುಮಾರ್ -9448182696 ಮತ್ತು ಕೆ.ವಿಜಯಕುಮಾರ್ -9902272822 ಅವರನ್ನು ಸಂಪರ್ಕಿಸಬಹುದಾಗಿದೆ. xyxy=(38,591,260,764)
laddu-bottom-rule xyxy=(696,940,1302,941)
karaga-photo xyxy=(910,996,1108,1162)
lead-col-1 xyxy=(292,214,538,556)
laddu-headline: ದೊಡ್ಡಬಳ್ಳಾಪುರದಲ್ಲಿ ಲಾಡು ಹಂಚಿ ವಿಜಯೋತ್ಸವ xyxy=(700,578,1147,611)
laddu-col-3: ಈ ಪ್ರಕರಣದಿಂದ ಯುದ್ಧ ಕೂಡ ನಡೆಯಬಹುದು. ಭಾರತದ ಪ್ರಜೆಗಳಾದ ನಾವು ಜಾತಿ, ಧರ್ಮ ಬದಿಗೊತ್ತಿ ದೇಶಕ್ಕಾಗಿ ಒಗ್ಗಟ್ಟಾಗಿ ನಿಲ್ಲಬೇಕು ಎಂದು ಕರೆ ನೀಡಿದರು. xyxy=(1170,831,1300,902)
veerabhadra-place: ಮಂಡ್ಯ: xyxy=(40,1237,67,1249)
